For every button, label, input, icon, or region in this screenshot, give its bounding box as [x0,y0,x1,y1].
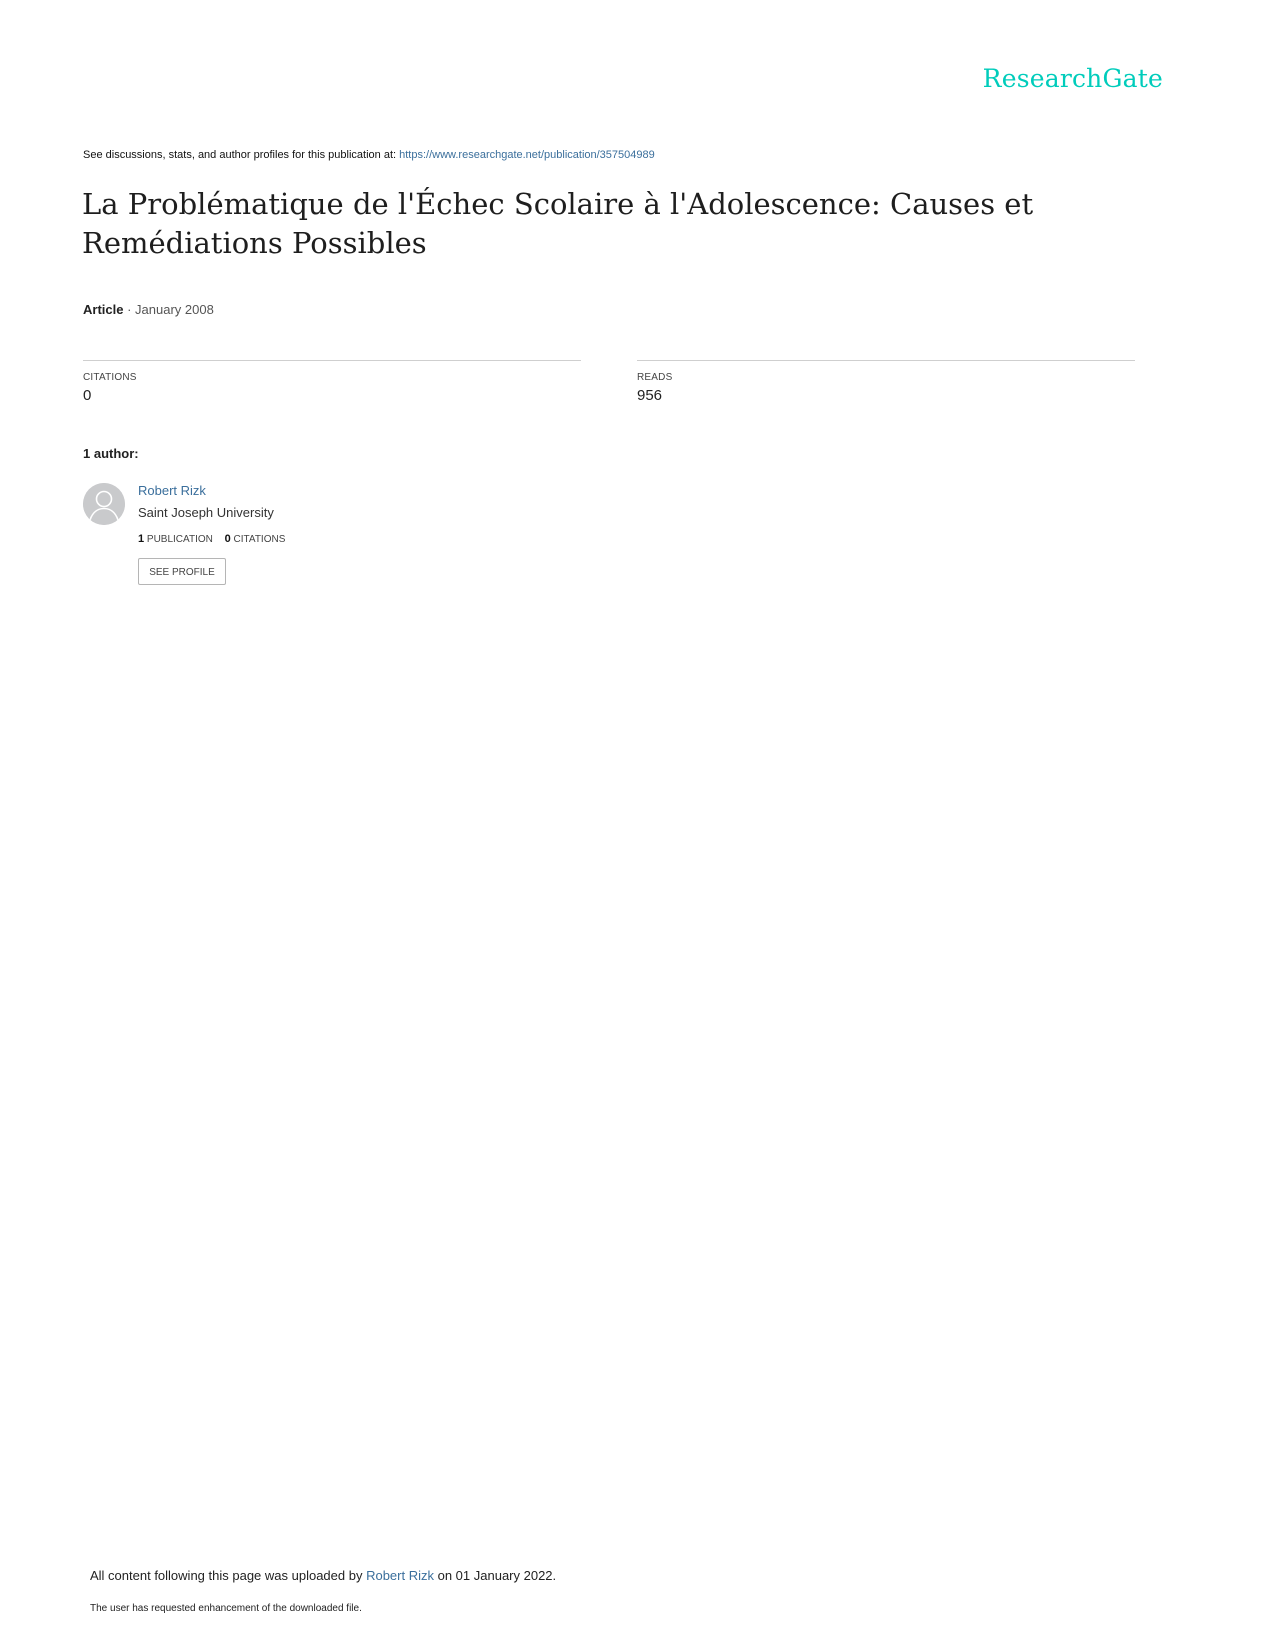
reads-stat [637,360,1135,404]
author-stats [138,533,285,545]
author-publications-label: PUBLICATION [146,534,213,545]
see-profile-button[interactable]: SEE PROFILE [138,558,226,585]
uploader-link[interactable]: Robert Rizk [366,1568,434,1583]
citations-label: CITATIONS [83,372,137,383]
upload-notice [90,1568,556,1583]
enhancement-note: The user has requested enhancement of the downloaded file. [90,1603,362,1614]
publication-link-line [83,149,655,161]
reads-label: READS [637,372,673,383]
upload-suffix: on 01 January 2022. [434,1568,557,1583]
publication-type: Article [83,302,124,317]
avatar-silhouette [83,483,125,525]
author-institution: Saint Joseph University [138,505,274,520]
publication-link-intro: See discussions, stats, and author profiles for this publication at: [83,149,400,161]
default-user-avatar-icon[interactable] [83,483,125,525]
citations-stat [83,360,581,404]
publication-meta [83,302,214,317]
upload-prefix: All content following this page was uploaded by [90,1568,367,1583]
author-publications-count: 1 [138,533,145,545]
publication-url-link[interactable]: https://www.researchgate.net/publication/357504989 [399,149,655,161]
researchgate-logo[interactable]: ResearchGate [982,64,1163,93]
citations-value: 0 [83,387,92,404]
author-name-link[interactable]: Robert Rizk [138,483,206,498]
authors-heading: 1 author: [83,446,139,461]
author-citations-label: CITATIONS [233,534,286,545]
author-citations-count: 0 [224,533,231,545]
publication-date: January 2008 [135,302,214,317]
reads-value: 956 [637,387,663,404]
publication-title: La Problématique de l'Échec Scolaire à l'Adolescence: Causes et Remédiations Possibles [82,187,1034,260]
meta-separator: · [123,302,136,317]
